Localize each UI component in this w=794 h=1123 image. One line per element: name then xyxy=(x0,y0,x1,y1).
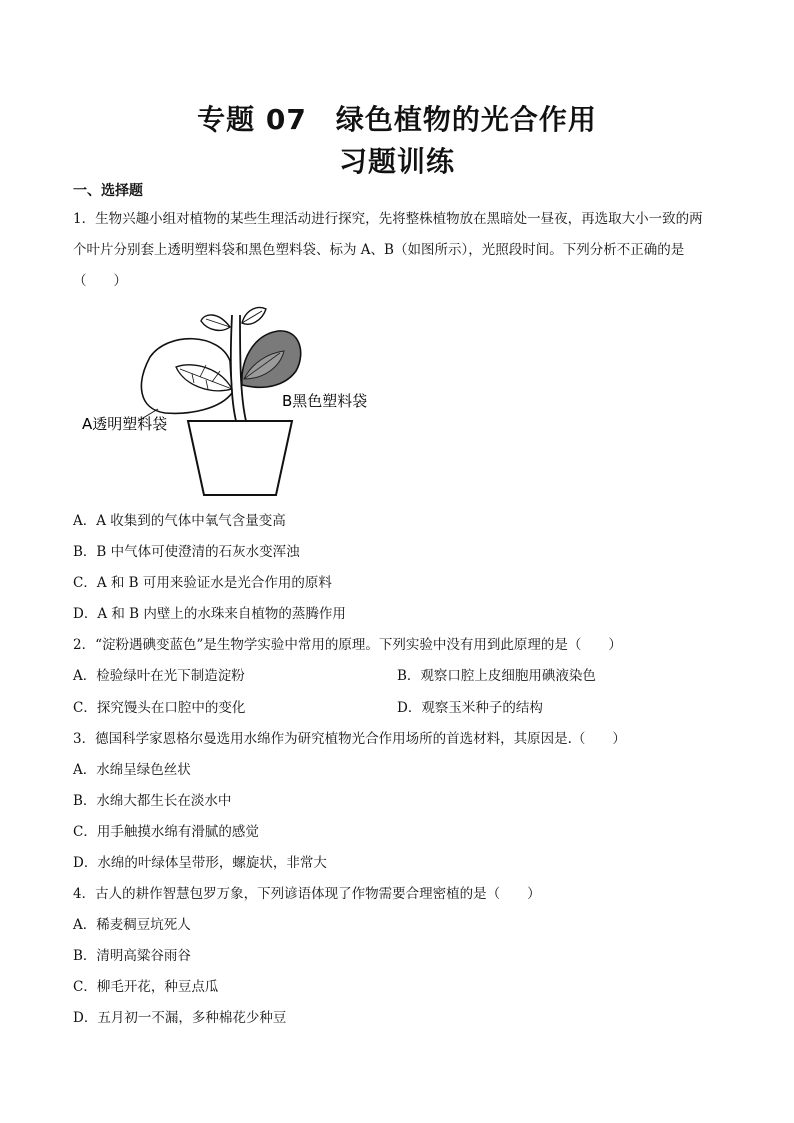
q3-option-d: D．水绵的叶绿体呈带形，螺旋状，非常大 xyxy=(73,855,327,871)
q1-stem-line3: （ ） xyxy=(73,273,127,289)
flower-pot xyxy=(188,421,292,495)
q4-option-d: D．五月初一不漏，多种棉花少种豆 xyxy=(73,1010,287,1026)
q1-option-d: D．A 和 B 内壁上的水珠来自植物的蒸腾作用 xyxy=(73,606,346,622)
q1-option-a: A．A 收集到的气体中氧气含量变高 xyxy=(73,513,286,529)
q2-option-b: B．观察口腔上皮细胞用碘液染色 xyxy=(397,668,596,684)
q3-option-c: C．用手触摸水绵有滑腻的感觉 xyxy=(73,824,259,840)
plant-experiment-figure xyxy=(80,305,390,505)
q2-option-c: C．探究馒头在口腔中的变化 xyxy=(73,700,246,716)
q2-option-d: D．观察玉米种子的结构 xyxy=(397,700,543,716)
q1-option-b: B．B 中气体可使澄清的石灰水变浑浊 xyxy=(73,544,300,560)
q3-option-a: A．水绵呈绿色丝状 xyxy=(73,762,191,778)
q1-stem-line1: 1．生物兴趣小组对植物的某些生理活动进行探究，先将整株植物放在黑暗处一昼夜，再选取大小一致的两 xyxy=(73,211,703,227)
plant-stem xyxy=(231,315,236,421)
q4-stem: 4．古人的耕作智慧包罗万象，下列谚语体现了作物需要合理密植的是（ ） xyxy=(73,886,541,902)
figure-label-b: B黑色塑料袋 xyxy=(282,392,368,410)
top-leaf-left xyxy=(201,315,230,330)
q4-option-a: A．稀麦稠豆坑死人 xyxy=(73,917,191,933)
q2-stem: 2．“淀粉遇碘变蓝色”是生物学实验中常用的原理。下列实验中没有用到此原理的是（ ） xyxy=(73,637,622,653)
q2-option-a: A．检验绿叶在光下制造淀粉 xyxy=(73,668,245,684)
figure-label-a: A透明塑料袋 xyxy=(82,415,168,433)
section-heading: 一、选择题 xyxy=(73,183,143,199)
q4-option-b: B．清明高粱谷雨谷 xyxy=(73,948,191,964)
q4-option-c: C．柳毛开花，种豆点瓜 xyxy=(73,979,219,995)
page-title: 专题 07 绿色植物的光合作用 xyxy=(197,103,597,136)
q1-stem-line2: 个叶片分别套上透明塑料袋和黑色塑料袋、标为 A、B（如图所示），光照段时间。下列分析不正确的是 xyxy=(73,242,685,258)
q1-option-c: C．A 和 B 可用来验证水是光合作用的原料 xyxy=(73,575,332,591)
q3-stem: 3．德国科学家恩格尔曼选用水绵作为研究植物光合作用场所的首选材料，其原因是.（ ） xyxy=(73,731,626,747)
q3-option-b: B．水绵大都生长在淡水中 xyxy=(73,793,232,809)
page-subtitle: 习题训练 xyxy=(338,145,455,178)
